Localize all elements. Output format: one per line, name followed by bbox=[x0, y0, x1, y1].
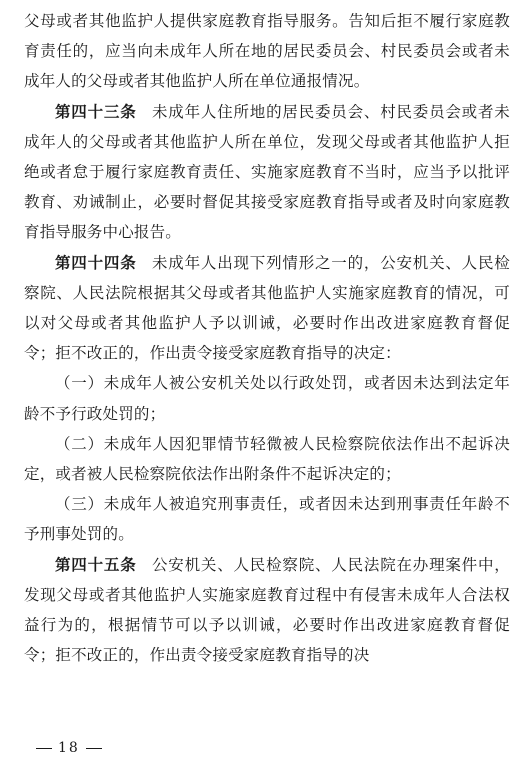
list-item-text: （二）未成年人因犯罪情节轻微被人民检察院依法作出不起诉决定，或者被人民检察院依法作出附条件不起诉决定的； bbox=[24, 434, 510, 484]
list-item-text: （一）未成年人被公安机关处以行政处罚，或者因未达到法定年龄不予行政处罚的； bbox=[24, 374, 510, 423]
page-footer bbox=[30, 740, 108, 756]
article-45-paragraph bbox=[24, 550, 510, 671]
article-44-paragraph bbox=[24, 248, 510, 369]
paragraph-text: 父母或者其他监护人提供家庭教育指导服务。告知后拒不履行家庭教育责任的，应当向未成年人所在地的居民委员会、村民委员会或者未成年人的父母或者其他监护人所在单位通报情况。 bbox=[24, 12, 510, 91]
document-page bbox=[24, 6, 510, 670]
paragraph-continuation bbox=[24, 6, 510, 97]
page-number: 18 bbox=[58, 740, 80, 756]
paragraph-text: 未成年人住所地的居民委员会、村民委员会或者未成年人的父母或者其他监护人所在单位，发现父母或者其他监护人拒绝或者怠于履行家庭教育责任、实施家庭教育不当时，应当予以批评教育、劝诫制止，必要时督促其接受家庭教育指导或者及时向家庭教育指导服务中心报告。 bbox=[24, 102, 510, 242]
list-item-text: （三）未成年人被追究刑事责任，或者因未达到刑事责任年龄不予刑事处罚的。 bbox=[24, 495, 510, 544]
article-number: 第四十四条 bbox=[55, 253, 137, 272]
dash-left bbox=[36, 748, 52, 749]
list-item-1 bbox=[24, 368, 510, 428]
paragraph-text: 未成年人出现下列情形之一的，公安机关、人民检察院、人民法院根据其父母或者其他监护人实施家庭教育的情况，可以对父母或者其他监护人予以训诫，必要时作出改进家庭教育督促令；拒不改正的，作出责令接受家庭教育指导的决定： bbox=[24, 253, 510, 363]
paragraph-text: 公安机关、人民检察院、人民法院在办理案件中，发现父母或者其他监护人实施家庭教育过程中有侵害未成年人合法权益行为的，根据情节可以予以训诫，必要时作出改进家庭教育督促令；拒不改正的，作出责令接受家庭教育指导的决 bbox=[24, 555, 510, 665]
article-number: 第四十五条 bbox=[55, 555, 137, 574]
article-number: 第四十三条 bbox=[55, 102, 137, 121]
article-43-paragraph bbox=[24, 97, 510, 248]
dash-right bbox=[86, 748, 102, 749]
list-item-2 bbox=[24, 429, 510, 489]
list-item-3 bbox=[24, 489, 510, 549]
